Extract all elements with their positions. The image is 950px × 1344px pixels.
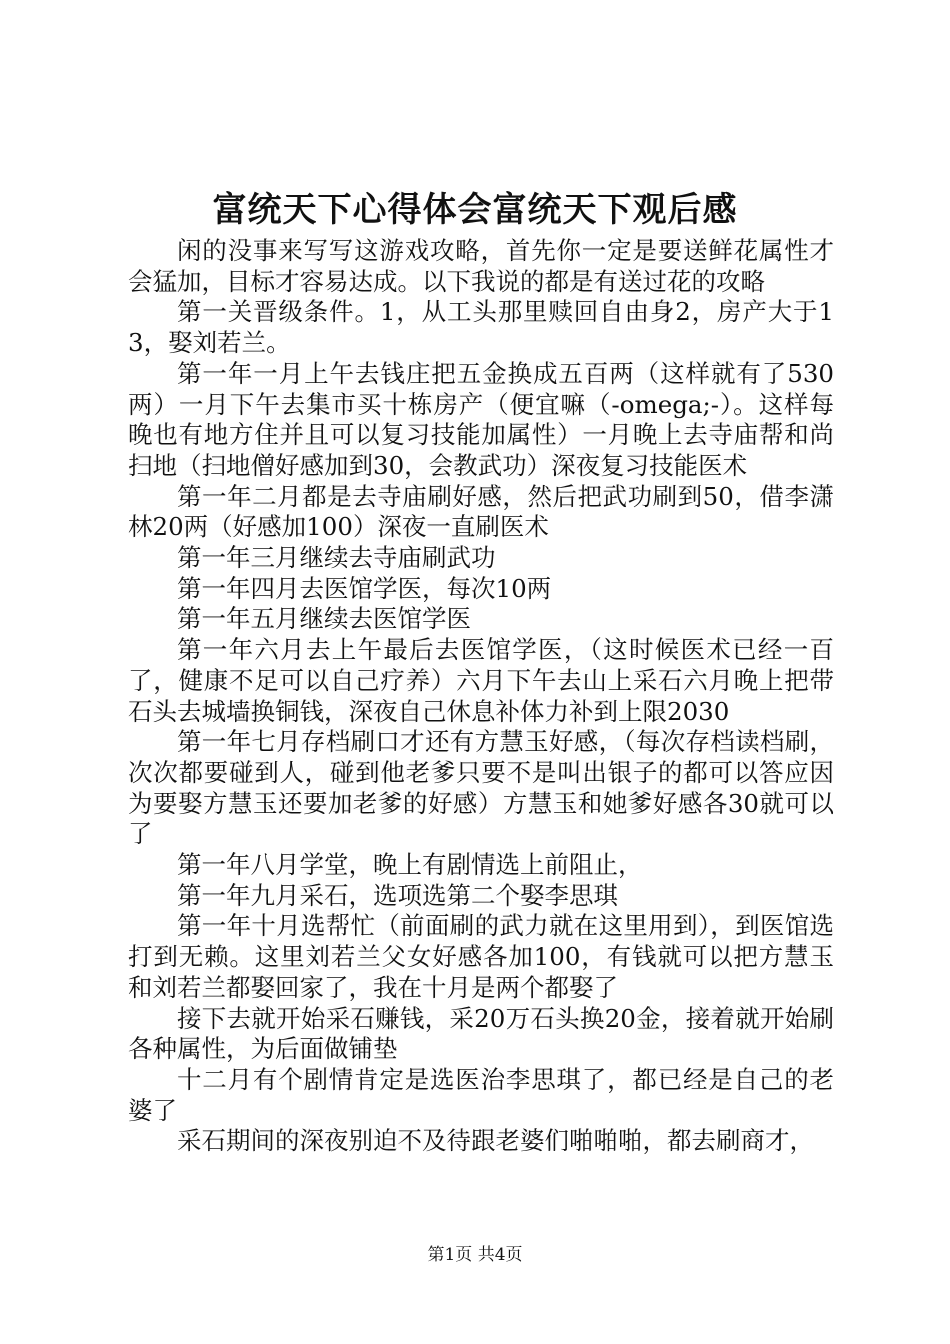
- paragraph: 采石期间的深夜别迫不及待跟老婆们啪啪啪，都去刷商才，: [177, 1126, 814, 1156]
- paragraph: 第一年二月都是去寺庙刷好感，然后把武功刷到50，借李潇林20两（好感加100）深夜一直刷医术: [128, 481, 834, 542]
- paragraph: 第一年七月存档刷口才还有方慧玉好感，（每次存档读档刷，次次都要碰到人，碰到他老爹只要不是叫出银子的都可以答应因为要娶方慧玉还要加老爹的好感）方慧玉和她爹好感各30就可以了: [128, 727, 834, 849]
- paragraph: 第一关晋级条件。1，从工头那里赎回自由身2，房产大于13，娶刘若兰。: [128, 297, 834, 358]
- paragraph: 第一年五月继续去医馆学医: [177, 604, 471, 634]
- paragraph: 十二月有个剧情肯定是选医治李思琪了，都已经是自己的老婆了: [128, 1064, 834, 1125]
- paragraph: 第一年八月学堂，晚上有剧情选上前阻止，: [177, 850, 643, 880]
- paragraph: 第一年三月继续去寺庙刷武功: [177, 543, 496, 573]
- paragraph: 闲的没事来写写这游戏攻略，首先你一定是要送鲜花属性才会猛加，目标才容易达成。以下我说的都是有送过花的攻略: [128, 236, 834, 296]
- paragraph: 第一年一月上午去钱庄把五金换成五百两（这样就有了530两）一月下午去集市买十栋房产（便宜嘛（-omega;-）。这样每晚也有地方住并且可以复习技能加属性）一月晚上去寺庙帮和尚扫地（扫地僧好感加到30，会教武功）深夜复习技能医术: [128, 358, 834, 480]
- paragraph: 第一年十月选帮忙（前面刷的武力就在这里用到），到医馆选打到无赖。这里刘若兰父女好感各加100，有钱就可以把方慧玉和刘若兰都娶回家了，我在十月是两个都娶了: [128, 911, 834, 1002]
- paragraph: 第一年四月去医馆学医，每次10两: [177, 573, 552, 603]
- document-body: [128, 236, 834, 1157]
- paragraph: 接下去就开始采石赚钱，采20万石头换20金，接着就开始刷各种属性，为后面做铺垫: [128, 1003, 834, 1064]
- paragraph: 第一年六月去上午最后去医馆学医，（这时候医术已经一百了，健康不足可以自己疗养）六月下午去山上采石六月晚上把带石头去城墙换铜钱，深夜自己休息补体力补到上限2030: [128, 635, 834, 726]
- page-number-footer: 第1页 共4页: [427, 1245, 523, 1265]
- document-title: 富统天下心得体会富统天下观后感: [212, 190, 738, 230]
- paragraph: 第一年九月采石，选项选第二个娶李思琪: [177, 880, 618, 910]
